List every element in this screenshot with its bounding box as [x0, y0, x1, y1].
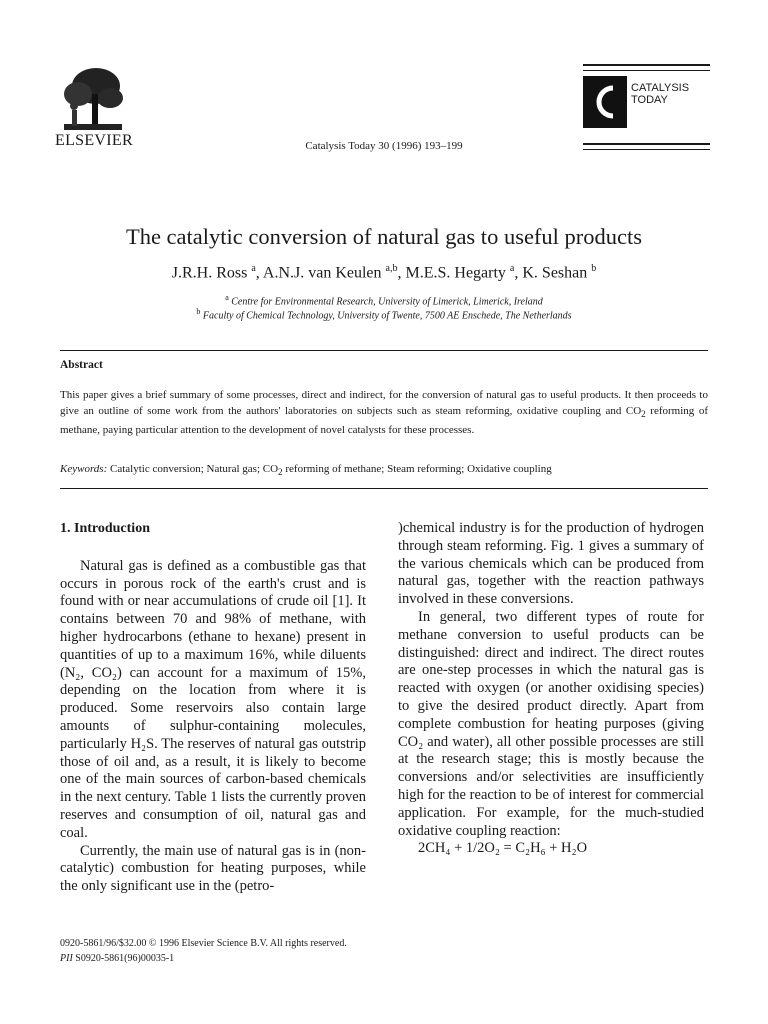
paragraph: )chemical industry is for the production of hydrogen through steam reforming. Fig. 1 gives a summary of the various chemicals which can be produced from natural gas, together with the reaction pathways involved in these conversions. — [398, 520, 704, 608]
section-heading: 1. Introduction — [60, 521, 150, 536]
affiliation-a — [0, 293, 768, 307]
journal-logo-line1: CATALYSIS — [631, 82, 690, 94]
author-name: A.N.J. van Keulen — [262, 264, 382, 282]
abstract-heading: Abstract — [60, 359, 103, 371]
divider — [60, 488, 708, 489]
paragraph: Natural gas is defined as a combustible gas that occurs in porous rock of the earth's crust and is found with or near accumulations of crude oil [1]. It contains between 70 and 98% of methane, with higher hydrocarbons (ethane to hexane) present in quantities of up to a maximum 16%, while diluents (N₂, CO₂) can account for a maximum of 15%, depending on the location from where it is produced. Some reservoirs also contain large amounts of sulphur-containing molecules, particularly H₂S. The reserves of natural gas outstrip those of oil and, as a result, it is likely to become one of the main sources of carbon-based chemicals in the next century. Table 1 lists the currently proven reserves and consumption of oil, natural gas and coal. — [60, 557, 366, 841]
author-name: K. Seshan — [522, 264, 588, 282]
left-column — [60, 520, 366, 896]
author-affil-mark: a — [509, 263, 515, 274]
author-list — [0, 263, 768, 282]
affiliation-text: Faculty of Chemical Technology, University of Twente, 7500 AE Enschede, The Netherlands — [202, 310, 572, 322]
elsevier-tree-logo — [58, 64, 128, 134]
equation: 2CH₄ + 1/2O₂ = C₂H₆ + H₂O — [418, 840, 588, 857]
article-title: The catalytic conversion of natural gas to useful products — [125, 224, 643, 249]
author-affil-mark: a — [251, 263, 256, 274]
journal-logo-line2: TODAY — [631, 94, 668, 106]
logo-rule — [583, 64, 710, 66]
keywords-text-part2: reforming of methane; Steam reforming; Oxidative coupling — [282, 463, 552, 475]
affiliation-mark: a — [225, 293, 229, 302]
divider — [60, 350, 708, 351]
pii-line — [60, 951, 347, 966]
author-name: M.E.S. Hegarty — [405, 264, 506, 282]
paragraph: Currently, the main use of natural gas is in (non-catalytic) combustion for heating purposes, while the only significant use in the (petro- — [60, 842, 366, 895]
right-column — [398, 520, 704, 858]
author-name: J.R.H. Ross — [171, 264, 248, 282]
keywords-label: Keywords: — [60, 463, 108, 475]
author-sep: , — [514, 264, 523, 282]
abstract-text-part1: This paper gives a brief summary of some processes, direct and indirect, for the conversion of natural gas to useful products. It then proceeds to give an outline of some work from the authors' laboratories on subjects such as steam reforming, oxidative coupling and CO — [60, 389, 708, 417]
logo-rule — [583, 143, 710, 145]
abstract-subscript: 2 — [641, 409, 646, 420]
keywords-text-part1: Catalytic conversion; Natural gas; CO — [107, 463, 279, 475]
abstract-text — [60, 387, 708, 438]
journal-logo-text — [631, 82, 689, 106]
pii-label: PII — [60, 953, 73, 964]
footer — [60, 936, 347, 966]
author-affil-mark: a,b — [385, 263, 398, 274]
author-affil-mark: b — [591, 263, 597, 274]
catalysis-today-logo — [583, 76, 627, 128]
author-sep: , — [397, 264, 406, 282]
logo-rule — [583, 149, 710, 150]
abstract-text-part2: reforming of methane, paying particular attention to the development of novel catalysts for these processes. — [60, 405, 708, 437]
affiliation-mark: b — [196, 307, 201, 316]
logo-rule — [583, 70, 710, 71]
pii-value: S0920-5861(96)00035-1 — [72, 953, 175, 964]
journal-reference: Catalysis Today 30 (1996) 193–199 — [305, 140, 463, 152]
affiliation-text: Centre for Environmental Research, University of Limerick, Limerick, Ireland — [231, 296, 543, 308]
paragraph: In general, two different types of route for methane conversion to useful products can be distinguished: direct and indirect. The direct routes are one-step processes in which the natural gas is reacted with oxygen (or another oxidising species) to give the desired product directly. Apart from complete combustion for heating purposes (giving CO₂ and water), all other possible processes are still at the research stage; this is mostly because the conversions and/or selectivities are insufficiently high for the reaction to be of interest for commercial application. For example, for the much-studied oxidative coupling reaction: — [398, 608, 704, 839]
author-sep: , — [255, 264, 263, 282]
keywords-subscript: 2 — [278, 467, 283, 478]
publisher-name: ELSEVIER — [55, 132, 133, 149]
affiliation-b — [0, 307, 768, 321]
copyright-line: 0920-5861/96/$32.00 © 1996 Elsevier Science B.V. All rights reserved. — [60, 938, 347, 949]
keywords-line — [60, 463, 708, 477]
journal-emblem-icon — [583, 76, 627, 128]
